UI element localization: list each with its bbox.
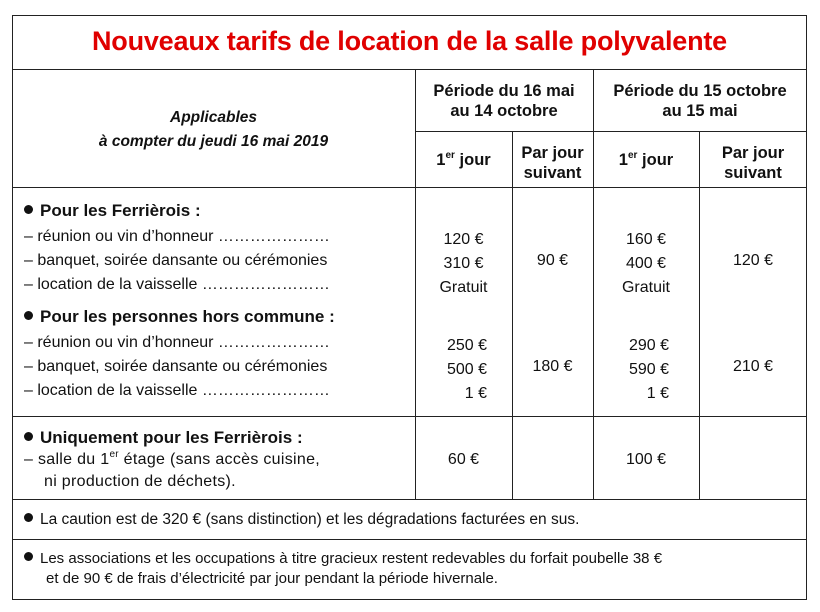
deposit-note: La caution est de 320 € (sans distinction) et les dégradations facturées en sus.	[24, 511, 579, 529]
col-rule-2	[512, 131, 513, 499]
residents-winter-first-day: 160 € 400 € Gratuit	[621, 231, 670, 296]
period-summer-header: Période du 16 mai au 14 octobre	[433, 82, 575, 120]
summer-next-day-header: Par jour suivant	[521, 144, 584, 182]
applicable-line-2: à compter du jeudi 16 mai 2019	[98, 133, 329, 150]
rule-under-period-header	[415, 131, 807, 132]
residents-heading: Pour les Ferrièrois :	[24, 201, 201, 221]
non-residents-item-banquet: – banquet, soirée dansante ou cérémonies	[24, 358, 328, 375]
upper-floor-summer-first-day: 60 €	[447, 451, 480, 468]
bullet-icon	[24, 432, 33, 441]
non-residents-summer-next-day: 180 €	[532, 358, 573, 375]
rule-under-title	[12, 69, 807, 70]
non-residents-item-meeting: – réunion ou vin d’honneur …………………	[24, 334, 330, 351]
rule-under-upper-floor	[12, 499, 807, 500]
bullet-icon	[24, 311, 33, 320]
upper-floor-winter-first-day: 100 €	[625, 451, 667, 468]
rule-under-column-header	[12, 187, 807, 188]
period-winter-header: Période du 15 octobre au 15 mai	[613, 82, 787, 120]
applicable-line-1: Applicables	[170, 109, 257, 126]
page-title: Nouveaux tarifs de location de la salle polyvalente	[91, 26, 728, 56]
col-rule-4	[699, 131, 700, 499]
bullet-icon	[24, 513, 33, 522]
residents-item-banquet: – banquet, soirée dansante ou cérémonies	[24, 252, 328, 269]
non-residents-item-dishes: – location de la vaisselle ……………………	[24, 382, 330, 399]
non-residents-summer-first-day: 250 € 500 € 1 €	[446, 337, 487, 402]
residents-item-meeting: – réunion ou vin d’honneur …………………	[24, 228, 330, 245]
residents-item-dishes: – location de la vaisselle ……………………	[24, 276, 330, 293]
residents-winter-next-day: 120 €	[732, 252, 774, 269]
residents-summer-first-day: 120 € 310 € Gratuit	[439, 231, 488, 296]
summer-first-day-header: 1er jour	[436, 150, 491, 169]
rule-under-main-rates	[12, 416, 807, 417]
upper-floor-item-line-2: ni production de déchets).	[44, 473, 236, 490]
bullet-icon	[24, 552, 33, 561]
associations-note: Les associations et les occupations à titre gracieux restent redevables du forfait poubelle 38 € et de 90 € de frais d’électricité par jour pendant la période hivernale.	[24, 549, 662, 589]
upper-floor-heading: Uniquement pour les Ferrièrois :	[24, 428, 303, 448]
upper-floor-item-line-1: – salle du 1er étage (sans accès cuisine,	[24, 449, 321, 468]
residents-summer-next-day: 90 €	[536, 252, 569, 269]
non-residents-winter-next-day: 210 €	[732, 358, 774, 375]
rule-under-deposit	[12, 539, 807, 540]
non-residents-winter-first-day: 290 € 590 € 1 €	[628, 337, 669, 402]
applicable-label	[12, 106, 415, 154]
non-residents-heading: Pour les personnes hors commune :	[24, 307, 335, 327]
winter-next-day-header: Par jour suivant	[721, 144, 785, 182]
bullet-icon	[24, 205, 33, 214]
winter-first-day-header: 1er jour	[618, 150, 674, 169]
